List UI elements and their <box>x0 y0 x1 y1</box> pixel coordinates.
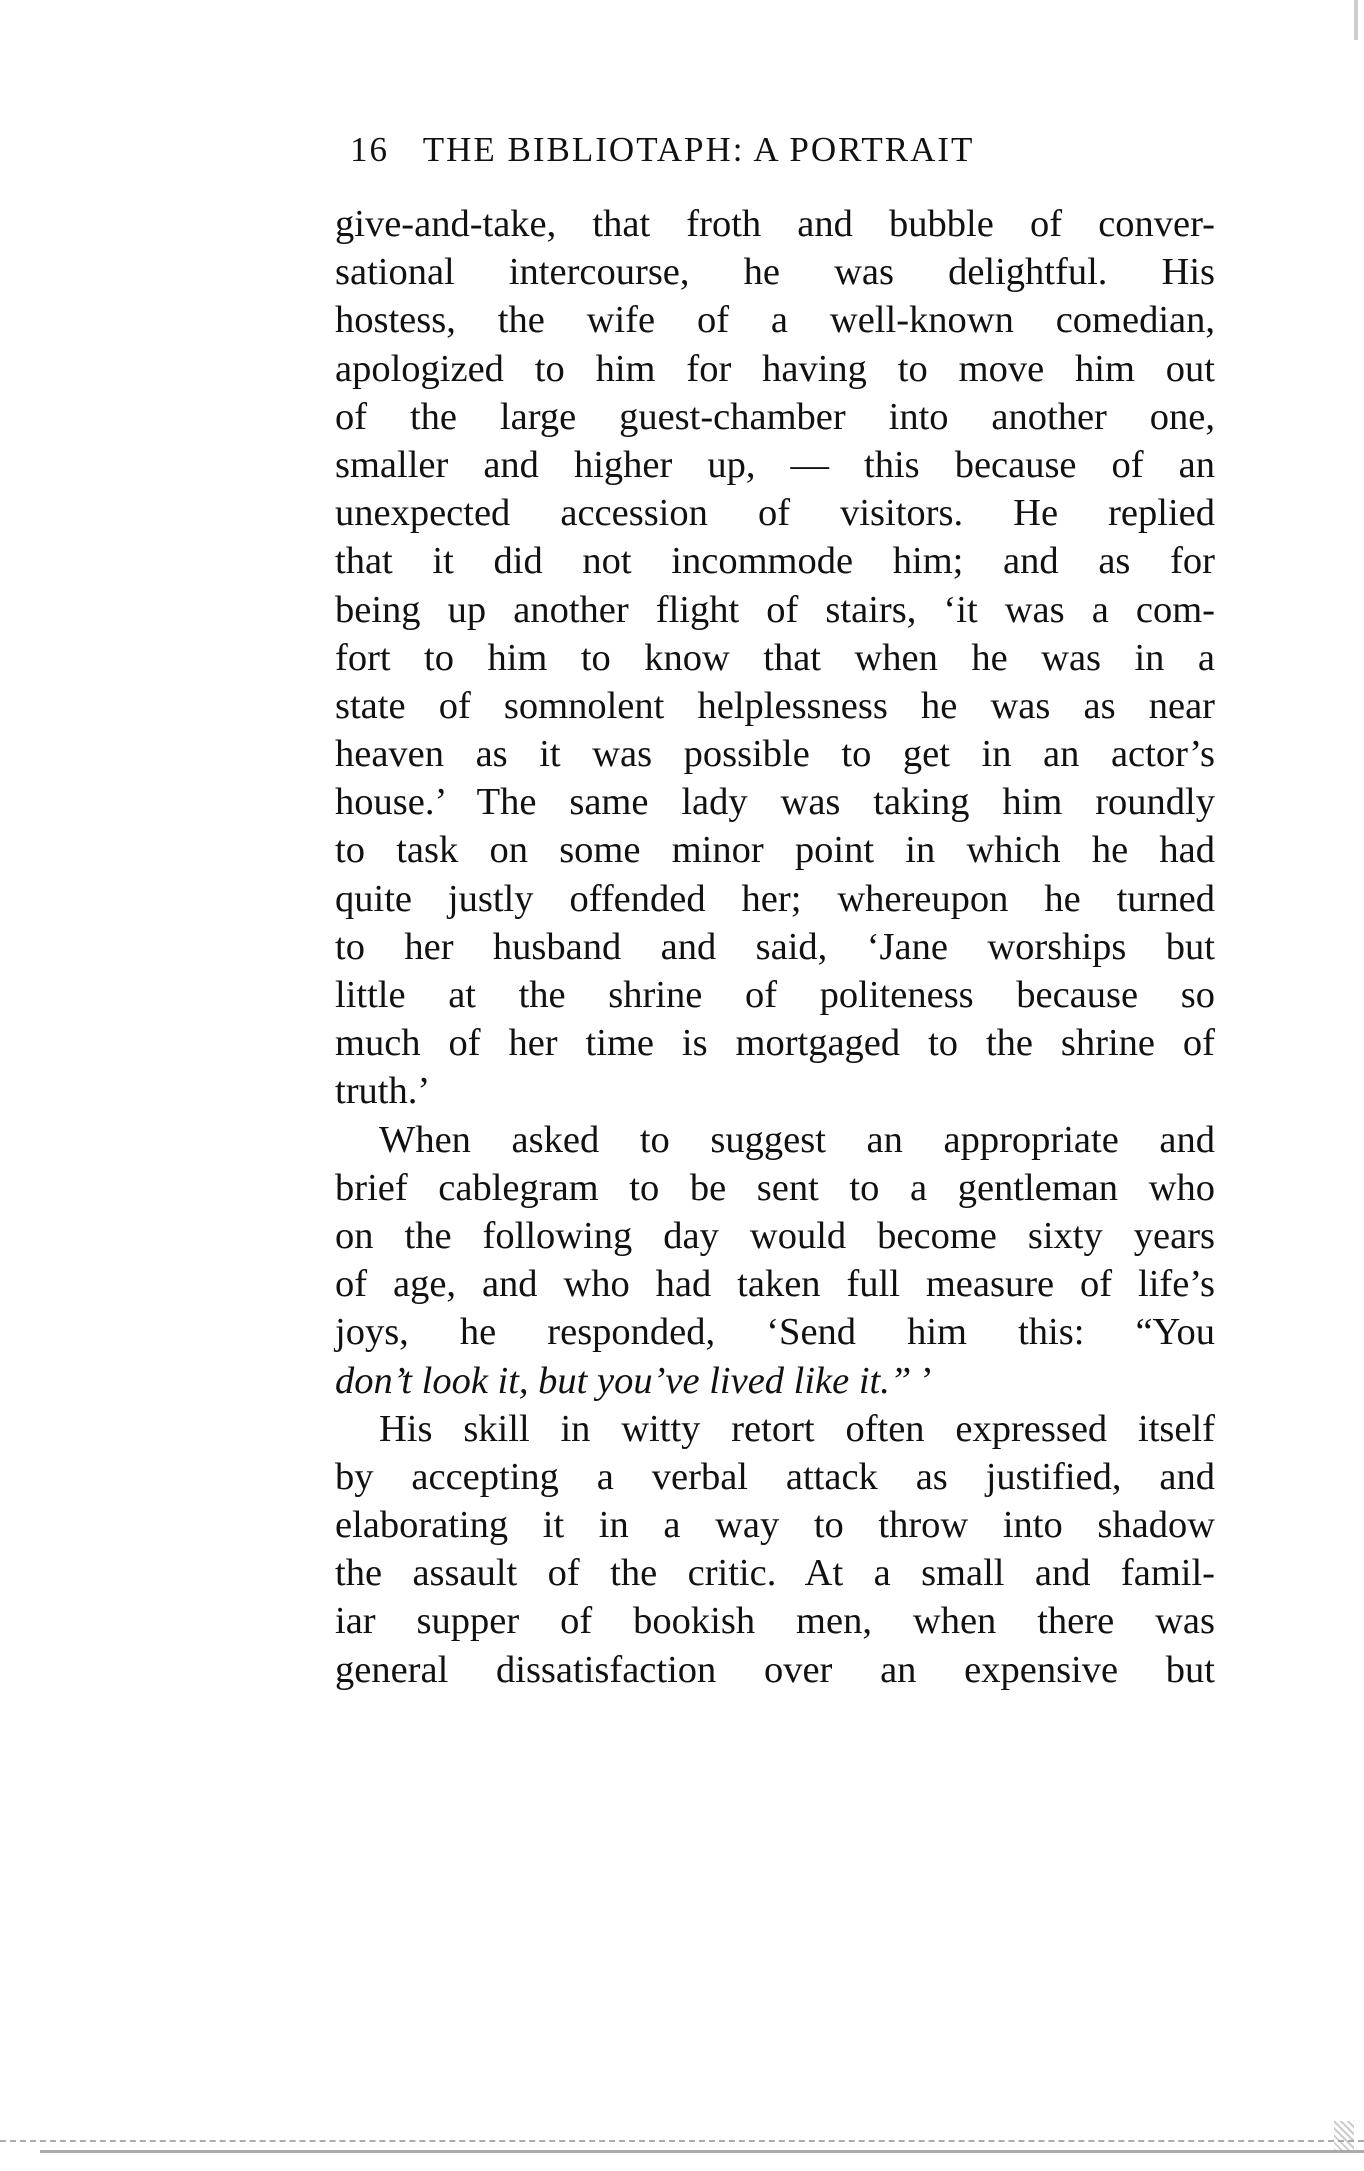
text-line: much of her time is mortgaged to the shrine of <box>335 1022 1215 1065</box>
page-edge-mark <box>1354 0 1358 40</box>
text-line: general dissatisfaction over an expensive but <box>335 1648 1215 1691</box>
paragraph-1 <box>335 200 1215 1116</box>
paragraph-3 <box>335 1405 1215 1694</box>
text-line: give-and-take, that froth and bubble of conver- <box>335 203 1215 245</box>
text-line: sational intercourse, he was delightful. His <box>335 251 1215 294</box>
text-line: joys, he responded, ‘Send him this: “You <box>335 1311 1215 1354</box>
scan-corner-mark <box>1334 2121 1354 2151</box>
italic-quote: don’t look it, but you’ve lived like it.” <box>335 1359 912 1402</box>
text-line: elaborating it in a way to throw into shadow <box>335 1504 1215 1547</box>
text-line: on the following day would become sixty years <box>335 1214 1215 1257</box>
text-line: the assault of the critic. At a small and famil- <box>335 1552 1215 1595</box>
closing-quote: ’ <box>911 1359 934 1402</box>
text-line: brief cablegram to be sent to a gentleman who <box>335 1166 1215 1209</box>
text-line: heaven as it was possible to get in an actor’s <box>335 733 1215 776</box>
running-head <box>350 130 1220 190</box>
text-line: truth.’ <box>335 1070 431 1113</box>
paragraph-2 <box>335 1116 1215 1405</box>
text-line: When asked to suggest an appropriate and <box>379 1118 1215 1161</box>
text-line-italic <box>335 1357 1215 1405</box>
text-line: house.’ The same lady was taking him roundly <box>335 781 1215 824</box>
text-line: His skill in witty retort often expressed itself <box>379 1407 1215 1450</box>
text-line: of the large guest-chamber into another one, <box>335 395 1215 438</box>
text-line: quite justly offended her; whereupon he turned <box>335 877 1215 920</box>
page-number: 16 <box>350 130 389 169</box>
text-line: of age, and who had taken full measure of life’s <box>335 1263 1215 1306</box>
text-line: to task on some minor point in which he had <box>335 829 1215 872</box>
scan-edge-dashes <box>0 2140 1364 2142</box>
text-line: state of somnolent helplessness he was as near <box>335 684 1215 727</box>
running-title: THE BIBLIOTAPH: A PORTRAIT <box>422 130 975 169</box>
scan-edge-line <box>40 2150 1364 2153</box>
text-line: apologized to him for having to move him out <box>335 347 1215 390</box>
text-line: to her husband and said, ‘Jane worships but <box>335 925 1215 968</box>
body-text <box>335 200 1215 1694</box>
text-line: smaller and higher up, — this because of an <box>335 443 1215 486</box>
text-line: that it did not incommode him; and as for <box>335 540 1215 583</box>
text-line: by accepting a verbal attack as justified, and <box>335 1455 1215 1498</box>
text-line: being up another flight of stairs, ‘it was a com- <box>335 588 1215 631</box>
text-line: unexpected accession of visitors. He replied <box>335 492 1215 535</box>
text-line: fort to him to know that when he was in a <box>335 636 1215 679</box>
text-line: hostess, the wife of a well-known comedian, <box>335 299 1215 342</box>
text-line: iar supper of bookish men, when there was <box>335 1600 1215 1643</box>
text-line: little at the shrine of politeness because so <box>335 974 1215 1016</box>
